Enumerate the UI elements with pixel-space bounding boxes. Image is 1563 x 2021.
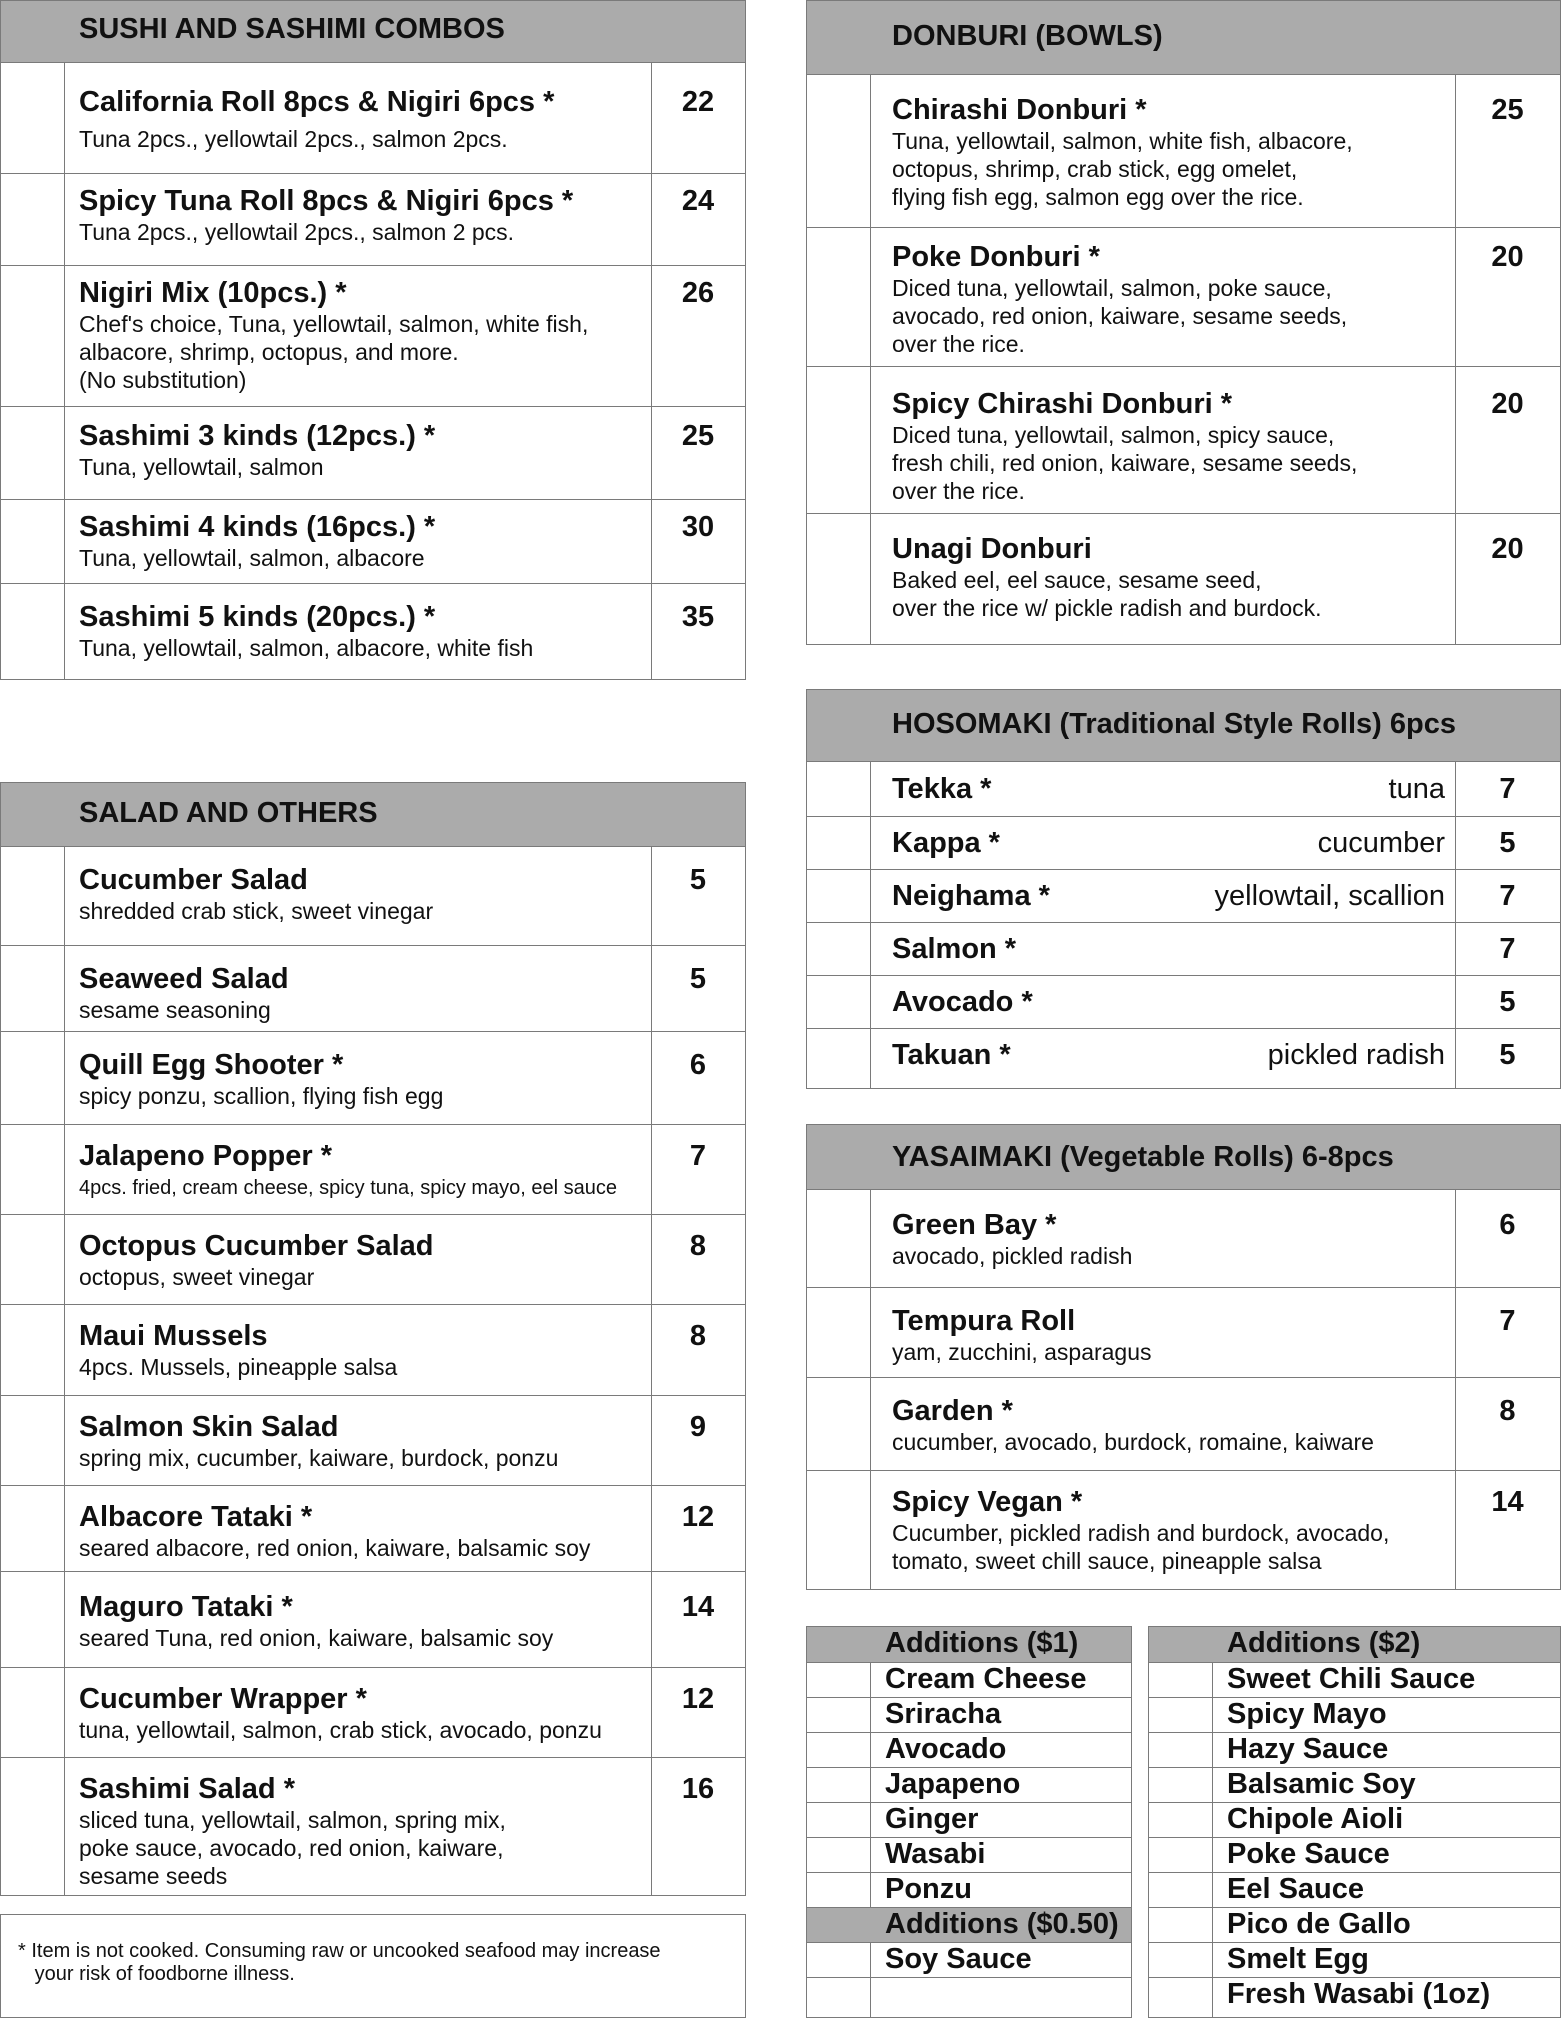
additions-1-table xyxy=(806,1626,1132,2018)
item-name: Green Bay * xyxy=(892,1209,1057,1241)
addition-item xyxy=(807,1837,1131,1872)
item-desc: yellowtail, scallion xyxy=(1214,880,1445,912)
addition-item xyxy=(807,1697,1131,1732)
item-desc: Baked eel, eel sauce, sesame seed, over the rice w/ pickle radish and burdock. xyxy=(892,567,1322,621)
salad-header xyxy=(1,783,745,847)
item-desc: spicy ponzu, scallion, flying fish egg xyxy=(79,1083,444,1109)
item-name: Maguro Tataki * xyxy=(79,1591,293,1623)
addition-label: Sweet Chili Sauce xyxy=(1227,1663,1476,1695)
additions-1-title: Additions ($1) xyxy=(885,1627,1079,1659)
addition-label: Hazy Sauce xyxy=(1227,1733,1389,1765)
item-name: Kappa * xyxy=(892,827,1000,859)
menu-item xyxy=(807,869,1560,922)
additions-1-header xyxy=(807,1627,1131,1662)
item-desc: Tuna, yellowtail, salmon xyxy=(79,454,324,480)
yasaimaki-section xyxy=(806,1124,1561,1590)
item-price: 25 xyxy=(1491,94,1524,126)
combos-section xyxy=(0,0,746,680)
addition-item xyxy=(807,1662,1131,1697)
salad-title: SALAD AND OTHERS xyxy=(79,797,378,829)
addition-item xyxy=(1149,1662,1560,1697)
item-price: 7 xyxy=(1499,773,1516,805)
item-desc: octopus, sweet vinegar xyxy=(79,1264,315,1290)
item-desc: sliced tuna, yellowtail, salmon, spring mix, poke sauce, avocado, red onion, kaiware, sesame seeds xyxy=(79,1807,506,1889)
item-price: 16 xyxy=(681,1773,715,1805)
addition-label: Balsamic Soy xyxy=(1227,1768,1416,1800)
menu-item xyxy=(807,975,1560,1028)
additions-2-table xyxy=(1148,1626,1561,2018)
addition-label: Japapeno xyxy=(885,1768,1021,1800)
menu-item xyxy=(807,816,1560,869)
item-name: Unagi Donburi xyxy=(892,533,1092,565)
item-price: 12 xyxy=(681,1683,715,1715)
item-desc: spring mix, cucumber, kaiware, burdock, ponzu xyxy=(79,1445,559,1471)
item-desc: Tuna 2pcs., yellowtail 2pcs., salmon 2 pcs. xyxy=(79,219,515,245)
addition-item xyxy=(1149,1907,1560,1942)
item-price: 7 xyxy=(1499,933,1516,965)
menu-item xyxy=(1,1304,745,1395)
notice-text: * Item is not cooked. Consuming raw or uncooked seafood may increase your risk of foodborne illness. xyxy=(18,1940,661,1985)
addition-label: Avocado xyxy=(885,1733,1007,1765)
addition-label: Cream Cheese xyxy=(885,1663,1087,1695)
item-desc: Tuna, yellowtail, salmon, albacore xyxy=(79,545,425,571)
addition-item xyxy=(807,1942,1131,1977)
menu-item xyxy=(1,1031,745,1124)
item-name: Tempura Roll xyxy=(892,1305,1076,1337)
item-name: Garden * xyxy=(892,1395,1013,1427)
item-name: Seaweed Salad xyxy=(79,963,289,995)
item-name: Cucumber Wrapper * xyxy=(79,1683,367,1715)
addition-label: Ponzu xyxy=(885,1873,972,1905)
menu-item xyxy=(1,945,745,1031)
item-price: 26 xyxy=(681,277,715,309)
menu-item xyxy=(807,1377,1560,1470)
addition-item xyxy=(1149,1977,1560,2017)
item-desc: tuna xyxy=(1388,773,1445,805)
menu-item xyxy=(807,1028,1560,1088)
menu-item xyxy=(807,762,1560,816)
item-name: Maui Mussels xyxy=(79,1320,268,1352)
combos-header xyxy=(1,1,745,63)
menu-item xyxy=(807,75,1560,227)
item-price: 35 xyxy=(681,601,715,633)
menu-item xyxy=(1,1395,745,1485)
item-name: Cucumber Salad xyxy=(79,864,308,896)
menu-item xyxy=(807,227,1560,366)
item-desc: cucumber xyxy=(1317,827,1445,859)
addition-label: Wasabi xyxy=(885,1838,986,1870)
item-name: Sashimi 3 kinds (12pcs.) * xyxy=(79,420,436,452)
item-desc: sesame seasoning xyxy=(79,997,271,1023)
item-name: Spicy Tuna Roll 8pcs & Nigiri 6pcs * xyxy=(79,185,574,217)
item-price: 30 xyxy=(681,511,715,543)
item-price: 25 xyxy=(681,420,715,452)
item-price: 5 xyxy=(689,864,707,896)
item-desc: shredded crab stick, sweet vinegar xyxy=(79,898,434,924)
addition-label: Ginger xyxy=(885,1803,979,1835)
item-price: 5 xyxy=(1499,986,1516,1018)
item-price: 7 xyxy=(1499,880,1516,912)
item-name: Albacore Tataki * xyxy=(79,1501,313,1533)
item-name: Octopus Cucumber Salad xyxy=(79,1230,434,1262)
menu-item xyxy=(1,1757,745,1895)
addition-item xyxy=(1149,1697,1560,1732)
item-name: Sashimi Salad * xyxy=(79,1773,295,1805)
item-price: 14 xyxy=(681,1591,715,1623)
addition-label: Poke Sauce xyxy=(1227,1838,1390,1870)
addition-label: Pico de Gallo xyxy=(1227,1908,1411,1940)
menu-item xyxy=(1,583,745,679)
addition-label: Soy Sauce xyxy=(885,1943,1032,1975)
donburi-title: DONBURI (BOWLS) xyxy=(892,20,1163,52)
addition-label: Chipole Aioli xyxy=(1227,1803,1404,1835)
addition-item xyxy=(1149,1767,1560,1802)
menu-item xyxy=(807,513,1560,644)
menu-item xyxy=(1,847,745,945)
item-desc: tuna, yellowtail, salmon, crab stick, avocado, ponzu xyxy=(79,1717,602,1743)
item-desc: Tuna, yellowtail, salmon, white fish, albacore, octopus, shrimp, crab stick, egg omelet, flying fish egg, salmon egg over the rice. xyxy=(892,128,1353,210)
combos-title: SUSHI AND SASHIMI COMBOS xyxy=(79,13,505,45)
item-name: Spicy Chirashi Donburi * xyxy=(892,388,1232,420)
item-name: Spicy Vegan * xyxy=(892,1486,1083,1518)
menu-item xyxy=(1,265,745,406)
item-price: 7 xyxy=(1499,1305,1516,1337)
addition-item xyxy=(807,1802,1131,1837)
item-name: Sashimi 4 kinds (16pcs.) * xyxy=(79,511,436,543)
item-desc: seared Tuna, red onion, kaiware, balsamic soy xyxy=(79,1625,554,1651)
item-desc: Cucumber, pickled radish and burdock, avocado, tomato, sweet chill sauce, pineapple salsa xyxy=(892,1520,1390,1574)
item-desc: Tuna 2pcs., yellowtail 2pcs., salmon 2pcs. xyxy=(79,126,508,152)
addition-label: Spicy Mayo xyxy=(1227,1698,1387,1730)
item-price: 9 xyxy=(689,1411,707,1443)
addition-item xyxy=(1149,1942,1560,1977)
item-name: Jalapeno Popper * xyxy=(79,1140,333,1172)
item-name: Sashimi 5 kinds (20pcs.) * xyxy=(79,601,436,633)
item-name: Salmon Skin Salad xyxy=(79,1411,339,1443)
item-price: 5 xyxy=(1499,1039,1516,1071)
item-name: Poke Donburi * xyxy=(892,241,1100,273)
item-price: 20 xyxy=(1491,533,1524,565)
donburi-section xyxy=(806,0,1561,645)
addition-label: Smelt Egg xyxy=(1227,1943,1369,1975)
item-price: 8 xyxy=(689,1320,707,1352)
item-name: Takuan * xyxy=(892,1039,1011,1071)
additions-2-title: Additions ($2) xyxy=(1227,1627,1421,1659)
item-price: 24 xyxy=(681,185,715,217)
item-name: Quill Egg Shooter * xyxy=(79,1049,344,1081)
item-desc: 4pcs. fried, cream cheese, spicy tuna, spicy mayo, eel sauce xyxy=(79,1177,618,1199)
additions-050-title: Additions ($0.50) xyxy=(885,1908,1119,1940)
raw-food-notice xyxy=(0,1914,746,2018)
menu-item xyxy=(1,499,745,583)
addition-label: Fresh Wasabi (1oz) xyxy=(1227,1978,1491,2010)
hosomaki-section xyxy=(806,689,1561,1089)
yasaimaki-title: YASAIMAKI (Vegetable Rolls) 6-8pcs xyxy=(892,1141,1394,1173)
hosomaki-title: HOSOMAKI (Traditional Style Rolls) 6pcs xyxy=(892,708,1456,740)
item-price: 20 xyxy=(1491,241,1524,273)
addition-item xyxy=(807,1767,1131,1802)
item-price: 8 xyxy=(689,1230,707,1262)
menu-item xyxy=(1,1124,745,1214)
addition-label: Eel Sauce xyxy=(1227,1873,1365,1905)
item-desc: seared albacore, red onion, kaiware, balsamic soy xyxy=(79,1535,591,1561)
item-desc: cucumber, avocado, burdock, romaine, kaiware xyxy=(892,1429,1374,1455)
item-name: Tekka * xyxy=(892,773,992,805)
addition-item xyxy=(807,1872,1131,1907)
item-desc: Tuna, yellowtail, salmon, albacore, white fish xyxy=(79,635,534,661)
item-price: 22 xyxy=(681,86,715,118)
yasaimaki-header xyxy=(807,1125,1560,1190)
item-name: Nigiri Mix (10pcs.) * xyxy=(79,277,347,309)
item-desc: pickled radish xyxy=(1267,1039,1445,1071)
item-desc: Chef's choice, Tuna, yellowtail, salmon, white fish, albacore, shrimp, octopus, and more. (No substitution) xyxy=(79,311,589,393)
addition-item xyxy=(1149,1802,1560,1837)
item-price: 12 xyxy=(681,1501,715,1533)
menu-item xyxy=(807,1470,1560,1589)
item-desc: Diced tuna, yellowtail, salmon, poke sauce, avocado, red onion, kaiware, sesame seeds, over the rice. xyxy=(892,275,1348,357)
menu-item xyxy=(807,1287,1560,1377)
item-name: Chirashi Donburi * xyxy=(892,94,1147,126)
item-price: 7 xyxy=(689,1140,707,1172)
menu-item xyxy=(1,63,745,173)
salad-section xyxy=(0,782,746,1896)
item-name: California Roll 8pcs & Nigiri 6pcs * xyxy=(79,86,555,118)
item-price: 6 xyxy=(1499,1209,1516,1241)
item-name: Avocado * xyxy=(892,986,1033,1018)
addition-item-empty xyxy=(807,1977,1131,2017)
menu-item xyxy=(807,366,1560,513)
item-price: 8 xyxy=(1499,1395,1516,1427)
item-price: 14 xyxy=(1491,1486,1524,1518)
item-price: 6 xyxy=(689,1049,707,1081)
menu-item xyxy=(807,922,1560,975)
item-desc: Diced tuna, yellowtail, salmon, spicy sauce, fresh chili, red onion, kaiware, sesame seeds, over the rice. xyxy=(892,422,1358,504)
addition-label: Sriracha xyxy=(885,1698,1002,1730)
menu-item xyxy=(1,1571,745,1667)
item-desc: avocado, pickled radish xyxy=(892,1243,1133,1269)
menu-item xyxy=(1,406,745,499)
item-price: 5 xyxy=(689,963,707,995)
item-name: Salmon * xyxy=(892,933,1017,965)
item-desc: yam, zucchini, asparagus xyxy=(892,1339,1152,1365)
additions-050-header xyxy=(807,1907,1131,1942)
item-desc: 4pcs. Mussels, pineapple salsa xyxy=(79,1354,398,1380)
hosomaki-header xyxy=(807,690,1560,762)
donburi-header xyxy=(807,1,1560,75)
addition-item xyxy=(1149,1837,1560,1872)
addition-item xyxy=(807,1732,1131,1767)
item-price: 20 xyxy=(1491,388,1524,420)
menu-item xyxy=(807,1190,1560,1287)
menu-item xyxy=(1,1667,745,1757)
item-name: Neighama * xyxy=(892,880,1050,912)
additions-2-header xyxy=(1149,1627,1560,1662)
menu-item xyxy=(1,1485,745,1571)
menu-item xyxy=(1,1214,745,1304)
menu-item xyxy=(1,173,745,265)
item-price: 5 xyxy=(1499,827,1516,859)
addition-item xyxy=(1149,1732,1560,1767)
addition-item xyxy=(1149,1872,1560,1907)
